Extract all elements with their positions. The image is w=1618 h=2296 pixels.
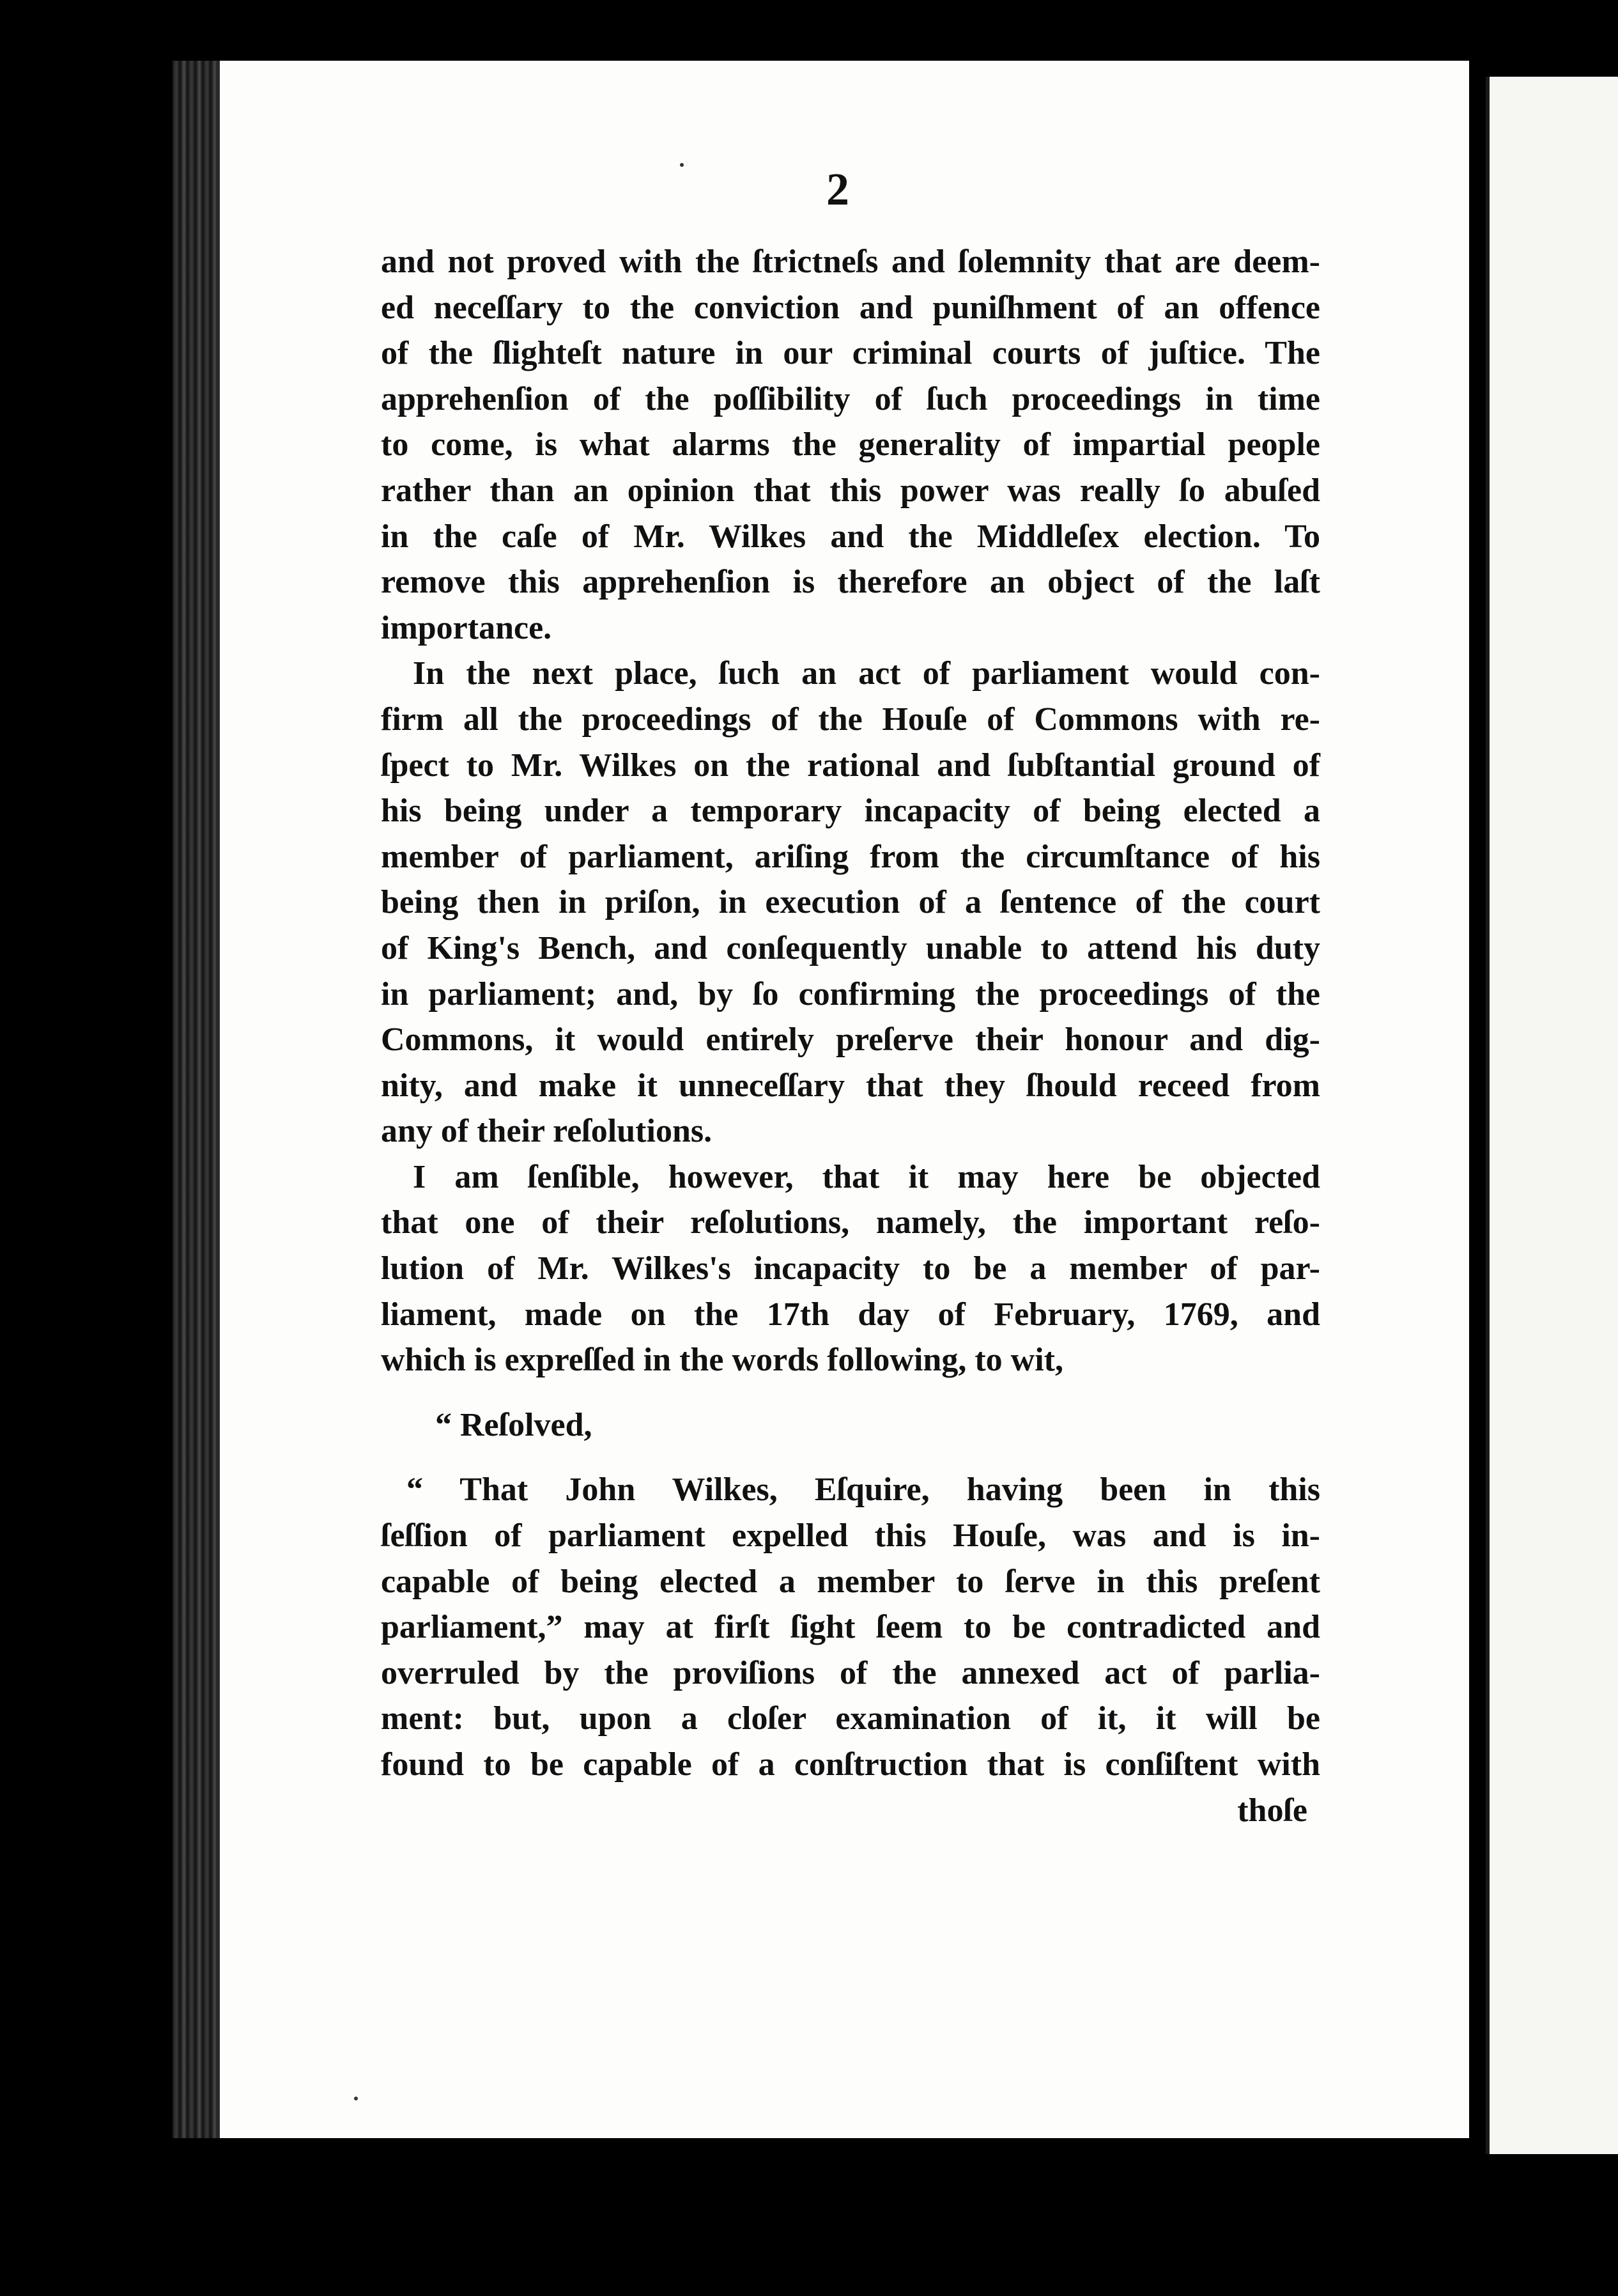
quotation-start-line: “ That John Wilkes, Eſquire, having been in this — [406, 1471, 1320, 1509]
text-line: any of their reſolutions. — [381, 1113, 713, 1150]
adjacent-page-edge — [1486, 77, 1618, 2154]
text-line: parliament,” may at firſt ſight ſeem to be contradicted and — [381, 1609, 1320, 1646]
text-line: found to be capable of a conſtruction that is conſiſtent with — [381, 1746, 1320, 1783]
text-line: of the ſlighteſt nature in our criminal courts of juſtice. The — [381, 335, 1320, 372]
text-line: ſeſſion of parliament expelled this Houſe, was and is in- — [381, 1517, 1320, 1555]
text-line: overruled by the proviſions of the annexed act of parlia- — [381, 1654, 1320, 1691]
book-page — [217, 61, 1469, 2138]
text-line: apprehenſion of the poſſibility of ſuch proceedings in time — [381, 380, 1320, 417]
text-line: his being under a temporary incapacity of being elected a — [381, 793, 1320, 830]
text-line: ſpect to Mr. Wilkes on the rational and ſubſtantial ground of — [381, 747, 1320, 784]
text-line: importance. — [381, 609, 552, 646]
text-line: firm all the proceedings of the Houſe of Commons with re- — [381, 701, 1320, 738]
text-line: remove this apprehenſion is therefore an object of the laſt — [381, 564, 1320, 601]
resolved-heading: “ Reſolved, — [435, 1406, 592, 1443]
text-line: of King's Bench, and conſequently unable to attend his duty — [381, 929, 1320, 966]
text-line: rather than an opinion that this power was really ſo abuſed — [381, 472, 1320, 509]
text-line: nity, and make it unneceſſary that they ſhould receed from — [381, 1067, 1320, 1104]
book-spine — [173, 61, 224, 2138]
text-line: in the caſe of Mr. Wilkes and the Middleſex election. To — [381, 518, 1320, 555]
paragraph-start-line: In the next place, ſuch an act of parliament would con- — [413, 655, 1320, 692]
text-line: being then in priſon, in execution of a ſentence of the court — [381, 884, 1320, 921]
page-text — [381, 163, 1320, 1833]
text-line: ment: but, upon a cloſer examination of it, it will be — [381, 1700, 1320, 1737]
text-line: which is expreſſed in the words following, to wit, — [381, 1342, 1063, 1379]
paragraph-start-line: I am ſenſible, however, that it may here be objected — [413, 1158, 1320, 1195]
text-line: liament, made on the 17th day of February, 1769, and — [381, 1296, 1320, 1333]
text-line: Commons, it would entirely preſerve their honour and dig- — [381, 1021, 1320, 1059]
text-line: ed neceſſary to the conviction and puniſhment of an offence — [381, 289, 1320, 326]
text-line: that one of their reſolutions, namely, the important reſo- — [381, 1204, 1320, 1241]
text-line: in parliament; and, by ſo confirming the proceedings of the — [381, 975, 1320, 1012]
text-line: and not proved with the ſtrictneſs and ſolemnity that are deem- — [381, 244, 1320, 280]
ink-speck — [354, 2097, 358, 2100]
page-number: 2 — [826, 164, 849, 215]
text-line: capable of being elected a member to ſerve in this preſent — [381, 1563, 1320, 1600]
text-line: lution of Mr. Wilkes's incapacity to be a member of par- — [381, 1250, 1320, 1287]
text-line: to come, is what alarms the generality of impartial people — [381, 426, 1320, 463]
catchword: thoſe — [1237, 1792, 1307, 1829]
text-line: member of parliament, ariſing from the circumſtance of his — [381, 838, 1320, 875]
